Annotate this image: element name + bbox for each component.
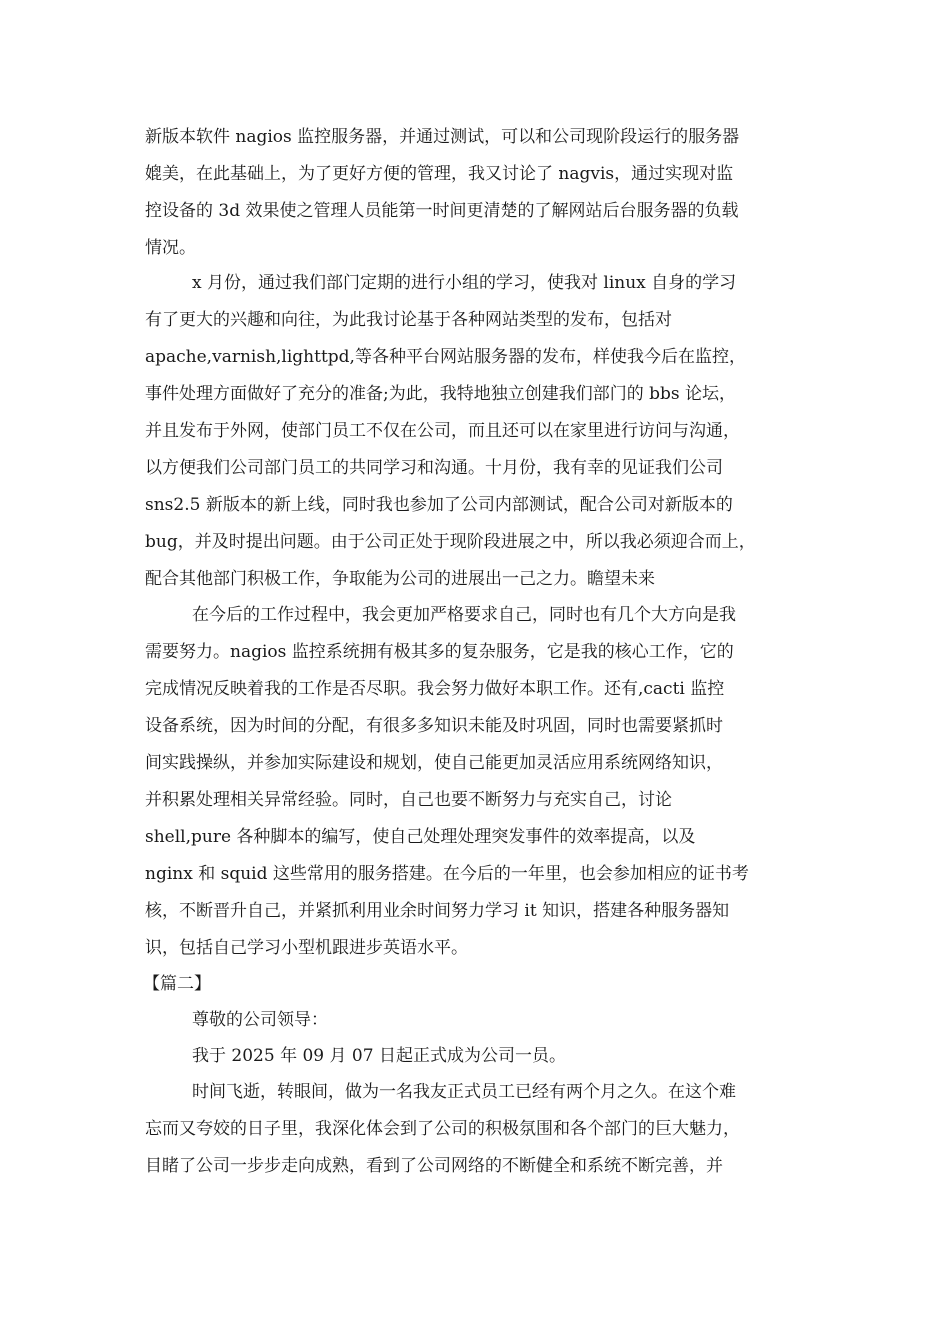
text-line: 需要努力。nagios 监控系统拥有极其多的复杂服务，它是我的核心工作，它的	[145, 642, 734, 662]
section-heading: 【篇二】	[143, 974, 211, 994]
text-line: 新版本软件 nagios 监控服务器，并通过测试，可以和公司现阶段运行的服务器	[145, 127, 740, 147]
paragraph-first-line: 时间飞逝，转眼间，做为一名我友正式员工已经有两个月之久。在这个难	[192, 1082, 736, 1102]
text-line: 并积累处理相关异常经验。同时，自己也要不断努力与充实自己，讨论	[145, 790, 672, 810]
text-line: bug，并及时提出问题。由于公司正处于现阶段进展之中，所以我必须迎合而上，	[145, 532, 756, 552]
text-line: 间实践操纵，并参加实际建设和规划，使自己能更加灵活应用系统网络知识，	[145, 753, 723, 773]
text-line: nginx 和 squid 这些常用的服务搭建。在今后的一年里，也会参加相应的证书考	[145, 864, 749, 884]
text-line: apache,varnish,lighttpd,等各种平台网站服务器的发布，样使我今后在监控，	[145, 347, 746, 367]
text-line: 目睹了公司一步步走向成熟，看到了公司网络的不断健全和系统不断完善，并	[145, 1156, 723, 1176]
text-line: 媲美，在此基础上，为了更好方便的管理，我又讨论了 nagvis，通过实现对监	[145, 164, 734, 184]
text-line: shell,pure 各种脚本的编写，使自己处理处理突发事件的效率提高，以及	[145, 827, 696, 847]
paragraph-first-line: 在今后的工作过程中，我会更加严格要求自己，同时也有几个大方向是我	[192, 605, 736, 625]
text-line: sns2.5 新版本的新上线，同时我也参加了公司内部测试，配合公司对新版本的	[145, 495, 733, 515]
salutation: 尊敬的公司领导：	[192, 1010, 328, 1030]
text-line: 忘而又夸姣的日子里，我深化体会到了公司的积极氛围和各个部门的巨大魅力，	[145, 1119, 740, 1139]
text-line: 控设备的 3d 效果使之管理人员能第一时间更清楚的了解网站后台服务器的负载	[145, 201, 739, 221]
text-line: 情况。	[145, 238, 196, 258]
text-line: 完成情况反映着我的工作是否尽职。我会努力做好本职工作。还有,cacti 监控	[145, 679, 725, 699]
paragraph-first-line: x 月份，通过我们部门定期的进行小组的学习，使我对 linux 自身的学习	[192, 273, 737, 293]
text-line: 并且发布于外网，使部门员工不仅在公司，而且还可以在家里进行访问与沟通，	[145, 421, 740, 441]
paragraph-first-line: 我于 2025 年 09 月 07 日起正式成为公司一员。	[192, 1046, 566, 1066]
text-line: 识，包括自己学习小型机跟进步英语水平。	[145, 938, 468, 958]
text-line: 配合其他部门积极工作，争取能为公司的进展出一己之力。瞻望未来	[145, 569, 655, 589]
text-line: 设备系统，因为时间的分配，有很多多知识未能及时巩固，同时也需要紧抓时	[145, 716, 723, 736]
text-line: 事件处理方面做好了充分的准备;为此，我特地独立创建我们部门的 bbs 论坛，	[145, 384, 737, 404]
text-line: 以方便我们公司部门员工的共同学习和沟通。十月份，我有幸的见证我们公司	[145, 458, 723, 478]
text-line: 有了更大的兴趣和向往，为此我讨论基于各种网站类型的发布，包括对	[145, 310, 672, 330]
text-line: 核，不断晋升自己，并紧抓利用业余时间努力学习 it 知识，搭建各种服务器知	[145, 901, 730, 921]
